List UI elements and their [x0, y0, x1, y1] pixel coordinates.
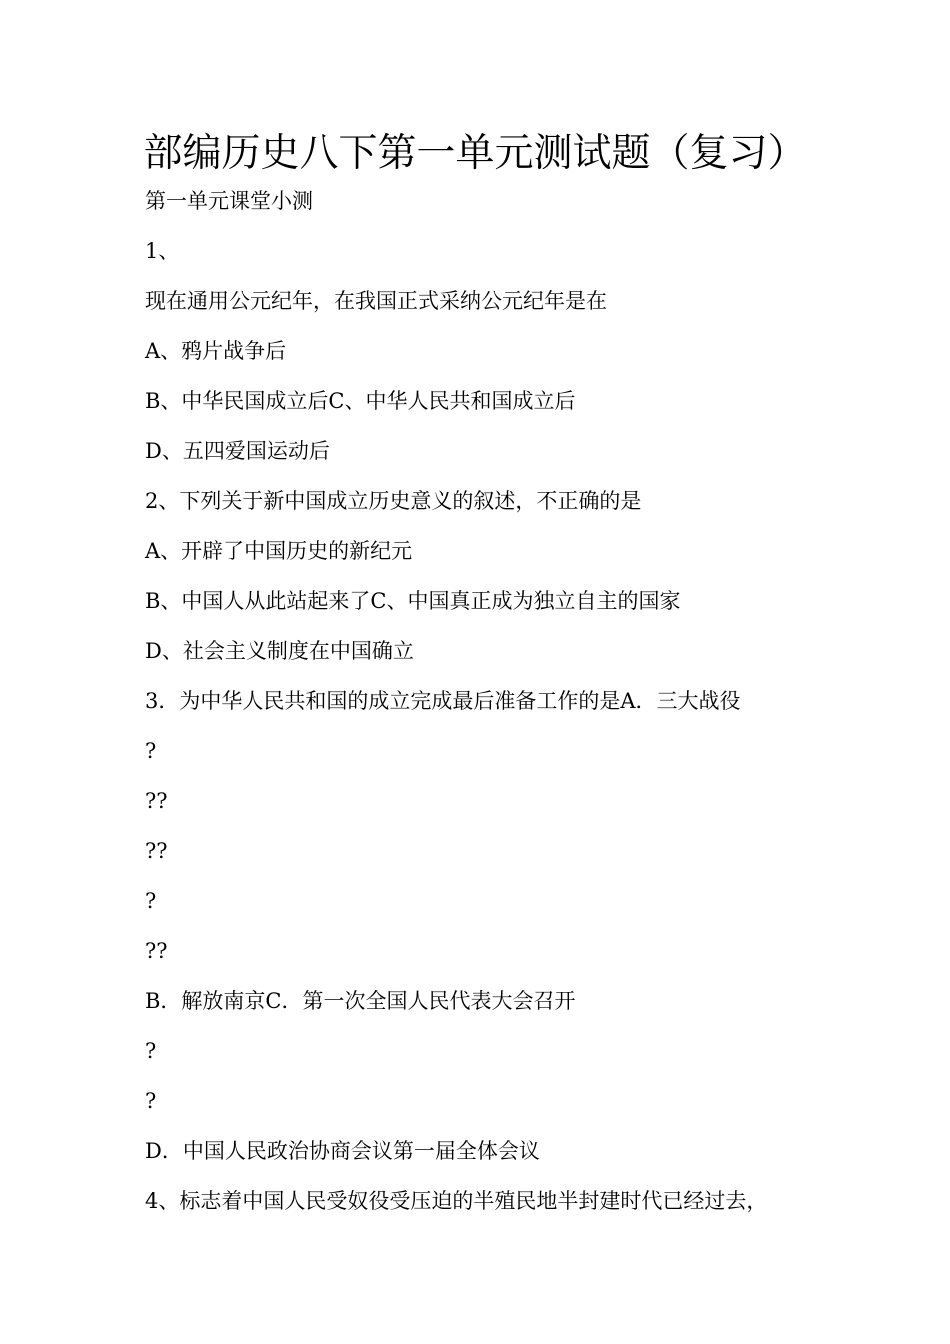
text-line: 4、标志着中国人民受奴役受压迫的半殖民地半封建时代已经过去，	[145, 1189, 768, 1213]
text-line: 现在通用公元纪年，在我国正式采纳公元纪年是在	[145, 289, 607, 313]
text-line: 3．为中华人民共和国的成立完成最后准备工作的是A．三大战役	[145, 689, 741, 713]
text-line: D、五四爱国运动后	[145, 439, 330, 463]
text-line: D．中国人民政治协商会议第一届全体会议	[145, 1139, 540, 1163]
text-line: ?	[145, 1039, 157, 1063]
text-line: ?	[145, 739, 157, 763]
text-line: ??	[145, 789, 168, 813]
text-line: ??	[145, 939, 168, 963]
text-line: ?	[145, 889, 157, 913]
text-line: A、鸦片战争后	[145, 339, 287, 363]
document-title: 部编历史八下第一单元测试题（复习）	[143, 131, 807, 176]
text-line: ??	[145, 839, 168, 863]
text-line: ?	[145, 1089, 157, 1113]
text-line: B、中国人从此站起来了C、中国真正成为独立自主的国家	[145, 589, 681, 613]
text-line: D、社会主义制度在中国确立	[145, 639, 414, 663]
text-line: 1、	[145, 239, 180, 263]
document-body	[145, 236, 767, 1236]
text-line: A、开辟了中国历史的新纪元	[145, 539, 413, 563]
text-line: B、中华民国成立后C、中华人民共和国成立后	[145, 389, 576, 413]
document-subtitle: 第一单元课堂小测	[145, 189, 313, 213]
text-line: 2、下列关于新中国成立历史意义的叙述，不正确的是	[145, 489, 642, 513]
text-line: B．解放南京C．第一次全国人民代表大会召开	[145, 989, 576, 1013]
